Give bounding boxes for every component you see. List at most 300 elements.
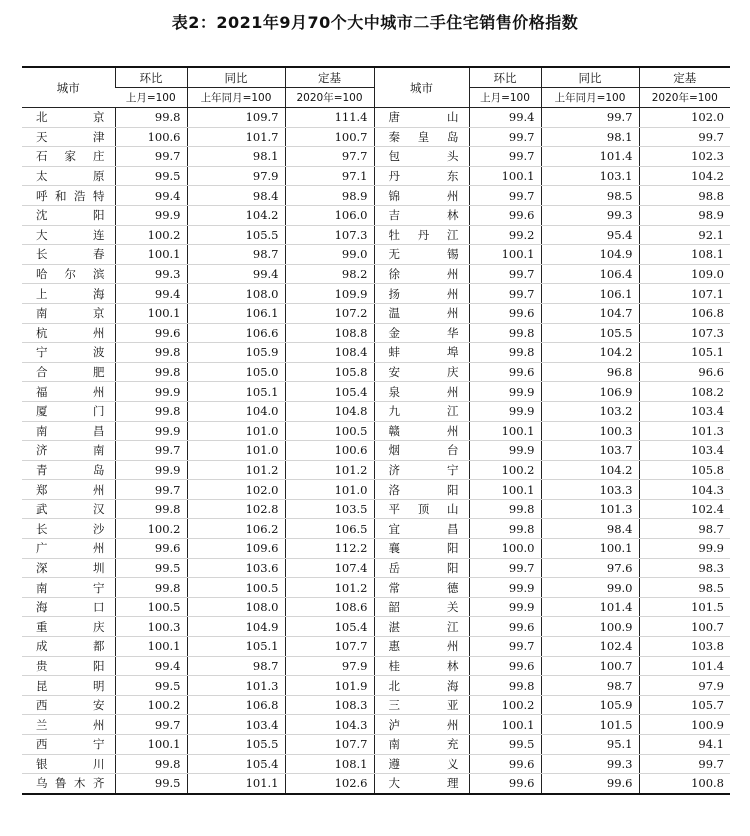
yoy-value: 105.0 [187, 362, 285, 382]
table-row [22, 166, 730, 186]
mom-value: 99.7 [469, 127, 541, 147]
table-row [22, 754, 730, 774]
yoy-value: 105.5 [541, 323, 639, 343]
city-name: 福 州 [22, 382, 115, 402]
base-value: 98.3 [639, 558, 730, 578]
base-value: 111.4 [285, 108, 374, 128]
header-base-base: 2020年=100 [639, 88, 730, 108]
city-name: 上 海 [22, 284, 115, 304]
yoy-value: 105.5 [187, 225, 285, 245]
yoy-value: 105.1 [187, 637, 285, 657]
yoy-value: 104.7 [541, 303, 639, 323]
yoy-value: 101.4 [541, 597, 639, 617]
mom-value: 99.8 [115, 401, 187, 421]
base-value: 100.7 [285, 127, 374, 147]
yoy-value: 101.3 [187, 676, 285, 696]
mom-value: 99.5 [115, 774, 187, 794]
mom-value: 99.5 [115, 676, 187, 696]
city-name: 金 华 [374, 323, 469, 343]
mom-value: 99.9 [115, 205, 187, 225]
city-name: 武 汉 [22, 499, 115, 519]
table-row [22, 225, 730, 245]
header-yoy: 同比 [541, 67, 639, 88]
city-name: 沈 阳 [22, 205, 115, 225]
yoy-value: 98.1 [541, 127, 639, 147]
base-value: 102.3 [639, 147, 730, 167]
base-value: 101.5 [639, 597, 730, 617]
table-row [22, 715, 730, 735]
city-name: 乌鲁木齐 [22, 774, 115, 794]
yoy-value: 106.6 [187, 323, 285, 343]
mom-value: 99.8 [469, 519, 541, 539]
yoy-value: 98.7 [541, 676, 639, 696]
yoy-value: 103.1 [541, 166, 639, 186]
city-name: 吉 林 [374, 205, 469, 225]
yoy-value: 97.6 [541, 558, 639, 578]
city-name: 九 江 [374, 401, 469, 421]
yoy-value: 97.9 [187, 166, 285, 186]
table-row [22, 186, 730, 206]
mom-value: 99.6 [469, 774, 541, 794]
mom-value: 99.6 [469, 754, 541, 774]
yoy-value: 98.1 [187, 147, 285, 167]
header-base: 定基 [639, 67, 730, 88]
base-value: 101.3 [639, 421, 730, 441]
city-name: 泉 州 [374, 382, 469, 402]
table-row [22, 441, 730, 461]
mom-value: 99.8 [469, 676, 541, 696]
yoy-value: 101.1 [187, 774, 285, 794]
city-name: 大 理 [374, 774, 469, 794]
base-value: 101.2 [285, 578, 374, 598]
city-name: 无 锡 [374, 245, 469, 265]
city-name: 惠 州 [374, 637, 469, 657]
yoy-value: 105.9 [541, 695, 639, 715]
mom-value: 99.9 [115, 421, 187, 441]
city-name: 遵 义 [374, 754, 469, 774]
base-value: 103.8 [639, 637, 730, 657]
mom-value: 99.6 [115, 323, 187, 343]
mom-value: 99.6 [469, 362, 541, 382]
yoy-value: 101.0 [187, 421, 285, 441]
table-row [22, 676, 730, 696]
mom-value: 99.6 [469, 656, 541, 676]
base-value: 97.7 [285, 147, 374, 167]
base-value: 106.0 [285, 205, 374, 225]
base-value: 105.7 [639, 695, 730, 715]
table-row [22, 245, 730, 265]
base-value: 109.0 [639, 264, 730, 284]
city-name: 合 肥 [22, 362, 115, 382]
mom-value: 99.9 [469, 597, 541, 617]
base-value: 101.9 [285, 676, 374, 696]
yoy-value: 109.7 [187, 108, 285, 128]
header-mom: 环比 [115, 67, 187, 88]
city-name: 南 充 [374, 735, 469, 755]
base-value: 103.4 [639, 441, 730, 461]
city-name: 安 庆 [374, 362, 469, 382]
mom-value: 99.9 [469, 382, 541, 402]
yoy-value: 99.4 [187, 264, 285, 284]
city-name: 泸 州 [374, 715, 469, 735]
base-value: 97.9 [639, 676, 730, 696]
mom-value: 99.8 [115, 754, 187, 774]
city-name: 平顶山 [374, 499, 469, 519]
city-name: 石家庄 [22, 147, 115, 167]
table-row [22, 421, 730, 441]
yoy-value: 109.6 [187, 539, 285, 559]
mom-value: 99.9 [469, 401, 541, 421]
yoy-value: 98.7 [187, 656, 285, 676]
mom-value: 100.1 [469, 245, 541, 265]
mom-value: 99.6 [115, 539, 187, 559]
yoy-value: 99.6 [541, 774, 639, 794]
mom-value: 99.7 [115, 441, 187, 461]
table-row [22, 558, 730, 578]
city-name: 南 京 [22, 303, 115, 323]
city-name: 锦 州 [374, 186, 469, 206]
mom-value: 99.7 [115, 480, 187, 500]
base-value: 102.0 [639, 108, 730, 128]
city-name: 桂 林 [374, 656, 469, 676]
base-value: 99.9 [639, 539, 730, 559]
yoy-value: 105.9 [187, 343, 285, 363]
yoy-value: 104.2 [541, 343, 639, 363]
city-name: 贵 阳 [22, 656, 115, 676]
table-row [22, 578, 730, 598]
base-value: 102.4 [639, 499, 730, 519]
header-mom-base: 上月=100 [469, 88, 541, 108]
yoy-value: 100.5 [187, 578, 285, 598]
base-value: 102.6 [285, 774, 374, 794]
base-value: 108.1 [285, 754, 374, 774]
table-row [22, 539, 730, 559]
mom-value: 100.2 [115, 695, 187, 715]
city-name: 宜 昌 [374, 519, 469, 539]
yoy-value: 104.2 [187, 205, 285, 225]
table-row [22, 284, 730, 304]
base-value: 101.4 [639, 656, 730, 676]
header-mom-base: 上月=100 [115, 88, 187, 108]
city-name: 西 安 [22, 695, 115, 715]
table-row [22, 323, 730, 343]
yoy-value: 100.7 [541, 656, 639, 676]
city-name: 郑 州 [22, 480, 115, 500]
base-value: 108.8 [285, 323, 374, 343]
mom-value: 99.8 [115, 108, 187, 128]
city-name: 昆 明 [22, 676, 115, 696]
mom-value: 99.9 [115, 460, 187, 480]
mom-value: 99.8 [115, 343, 187, 363]
base-value: 97.9 [285, 656, 374, 676]
yoy-value: 95.4 [541, 225, 639, 245]
base-value: 103.4 [639, 401, 730, 421]
mom-value: 99.4 [115, 284, 187, 304]
base-value: 100.7 [639, 617, 730, 637]
yoy-value: 102.8 [187, 499, 285, 519]
mom-value: 99.3 [115, 264, 187, 284]
yoy-value: 95.1 [541, 735, 639, 755]
price-index-table [22, 66, 730, 795]
city-name: 重 庆 [22, 617, 115, 637]
base-value: 105.8 [285, 362, 374, 382]
mom-value: 99.7 [469, 637, 541, 657]
table-row [22, 127, 730, 147]
mom-value: 100.2 [469, 695, 541, 715]
mom-value: 99.8 [469, 343, 541, 363]
table-body [22, 108, 730, 794]
yoy-value: 100.3 [541, 421, 639, 441]
yoy-value: 102.0 [187, 480, 285, 500]
base-value: 108.4 [285, 343, 374, 363]
table-row [22, 460, 730, 480]
mom-value: 99.5 [115, 166, 187, 186]
mom-value: 100.0 [469, 539, 541, 559]
mom-value: 99.9 [469, 441, 541, 461]
city-name: 厦 门 [22, 401, 115, 421]
base-value: 109.9 [285, 284, 374, 304]
mom-value: 99.7 [115, 147, 187, 167]
header-base: 定基 [285, 67, 374, 88]
city-name: 丹 东 [374, 166, 469, 186]
mom-value: 100.1 [115, 735, 187, 755]
yoy-value: 106.4 [541, 264, 639, 284]
base-value: 100.8 [639, 774, 730, 794]
yoy-value: 104.9 [187, 617, 285, 637]
yoy-value: 101.0 [187, 441, 285, 461]
yoy-value: 99.7 [541, 108, 639, 128]
mom-value: 100.6 [115, 127, 187, 147]
table-row [22, 637, 730, 657]
base-value: 107.4 [285, 558, 374, 578]
yoy-value: 105.5 [187, 735, 285, 755]
yoy-value: 102.4 [541, 637, 639, 657]
base-value: 98.5 [639, 578, 730, 598]
base-value: 105.1 [639, 343, 730, 363]
yoy-value: 99.3 [541, 205, 639, 225]
mom-value: 100.2 [115, 225, 187, 245]
city-name: 包 头 [374, 147, 469, 167]
mom-value: 99.6 [469, 303, 541, 323]
base-value: 101.0 [285, 480, 374, 500]
city-name: 大 连 [22, 225, 115, 245]
yoy-value: 106.1 [541, 284, 639, 304]
table-row [22, 108, 730, 128]
yoy-value: 98.5 [541, 186, 639, 206]
city-name: 青 岛 [22, 460, 115, 480]
mom-value: 99.8 [115, 578, 187, 598]
city-name: 宁 波 [22, 343, 115, 363]
mom-value: 100.1 [469, 480, 541, 500]
city-name: 烟 台 [374, 441, 469, 461]
base-value: 105.8 [639, 460, 730, 480]
city-name: 海 口 [22, 597, 115, 617]
yoy-value: 105.1 [187, 382, 285, 402]
header-yoy-base: 上年同月=100 [187, 88, 285, 108]
mom-value: 99.7 [469, 284, 541, 304]
header-mom: 环比 [469, 67, 541, 88]
table-row [22, 774, 730, 794]
yoy-value: 104.9 [541, 245, 639, 265]
city-name: 洛 阳 [374, 480, 469, 500]
yoy-value: 105.4 [187, 754, 285, 774]
table-row [22, 480, 730, 500]
city-name: 徐 州 [374, 264, 469, 284]
mom-value: 99.6 [469, 617, 541, 637]
table-row [22, 147, 730, 167]
table-row [22, 499, 730, 519]
table-row [22, 519, 730, 539]
city-name: 济 宁 [374, 460, 469, 480]
city-name: 杭 州 [22, 323, 115, 343]
table-row [22, 617, 730, 637]
table-row [22, 362, 730, 382]
table-row [22, 382, 730, 402]
city-name: 西 宁 [22, 735, 115, 755]
mom-value: 99.8 [115, 362, 187, 382]
table-row [22, 656, 730, 676]
city-name: 呼和浩特 [22, 186, 115, 206]
base-value: 104.3 [639, 480, 730, 500]
yoy-value: 101.5 [541, 715, 639, 735]
yoy-value: 103.2 [541, 401, 639, 421]
mom-value: 99.5 [115, 558, 187, 578]
mom-value: 99.8 [469, 323, 541, 343]
base-value: 104.2 [639, 166, 730, 186]
city-name: 温 州 [374, 303, 469, 323]
base-value: 98.2 [285, 264, 374, 284]
mom-value: 99.4 [115, 186, 187, 206]
mom-value: 99.7 [469, 264, 541, 284]
mom-value: 100.3 [115, 617, 187, 637]
table-row [22, 343, 730, 363]
mom-value: 100.2 [115, 519, 187, 539]
base-value: 105.4 [285, 382, 374, 402]
city-name: 银 川 [22, 754, 115, 774]
yoy-value: 98.7 [187, 245, 285, 265]
yoy-value: 106.8 [187, 695, 285, 715]
base-value: 108.3 [285, 695, 374, 715]
city-name: 襄 阳 [374, 539, 469, 559]
table-row [22, 695, 730, 715]
mom-value: 99.9 [469, 578, 541, 598]
yoy-value: 101.3 [541, 499, 639, 519]
mom-value: 99.9 [115, 382, 187, 402]
mom-value: 100.1 [469, 715, 541, 735]
city-name: 唐 山 [374, 108, 469, 128]
base-value: 97.1 [285, 166, 374, 186]
header-yoy-base: 上年同月=100 [541, 88, 639, 108]
city-name: 天 津 [22, 127, 115, 147]
base-value: 107.7 [285, 637, 374, 657]
base-value: 107.7 [285, 735, 374, 755]
yoy-value: 108.0 [187, 284, 285, 304]
yoy-value: 98.4 [187, 186, 285, 206]
mom-value: 99.4 [469, 108, 541, 128]
yoy-value: 99.0 [541, 578, 639, 598]
base-value: 98.9 [285, 186, 374, 206]
base-value: 107.3 [639, 323, 730, 343]
city-name: 秦皇岛 [374, 127, 469, 147]
yoy-value: 103.6 [187, 558, 285, 578]
city-name: 韶 关 [374, 597, 469, 617]
yoy-value: 101.4 [541, 147, 639, 167]
mom-value: 99.2 [469, 225, 541, 245]
base-value: 104.3 [285, 715, 374, 735]
city-name: 济 南 [22, 441, 115, 461]
base-value: 100.6 [285, 441, 374, 461]
table-row [22, 401, 730, 421]
table-row [22, 735, 730, 755]
header-yoy: 同比 [187, 67, 285, 88]
city-name: 长 春 [22, 245, 115, 265]
city-name: 长 沙 [22, 519, 115, 539]
table-row [22, 264, 730, 284]
city-name: 常 德 [374, 578, 469, 598]
city-name: 兰 州 [22, 715, 115, 735]
mom-value: 100.1 [469, 166, 541, 186]
mom-value: 100.2 [469, 460, 541, 480]
city-name: 北 京 [22, 108, 115, 128]
base-value: 98.8 [639, 186, 730, 206]
base-value: 94.1 [639, 735, 730, 755]
table-title: 表2：2021年9月70个大中城市二手住宅销售价格指数 [171, 13, 579, 32]
yoy-value: 101.7 [187, 127, 285, 147]
yoy-value: 96.8 [541, 362, 639, 382]
city-name: 太 原 [22, 166, 115, 186]
base-value: 101.2 [285, 460, 374, 480]
base-value: 108.6 [285, 597, 374, 617]
yoy-value: 100.9 [541, 617, 639, 637]
yoy-value: 104.0 [187, 401, 285, 421]
mom-value: 100.1 [469, 421, 541, 441]
city-name: 深 圳 [22, 558, 115, 578]
mom-value: 99.8 [115, 499, 187, 519]
mom-value: 100.5 [115, 597, 187, 617]
city-name: 哈尔滨 [22, 264, 115, 284]
mom-value: 99.8 [469, 499, 541, 519]
yoy-value: 100.1 [541, 539, 639, 559]
city-name: 成 都 [22, 637, 115, 657]
base-value: 106.5 [285, 519, 374, 539]
yoy-value: 101.2 [187, 460, 285, 480]
mom-value: 100.1 [115, 303, 187, 323]
mom-value: 99.7 [469, 558, 541, 578]
table-row [22, 205, 730, 225]
header-base-base: 2020年=100 [285, 88, 374, 108]
base-value: 105.4 [285, 617, 374, 637]
city-name: 湛 江 [374, 617, 469, 637]
yoy-value: 104.2 [541, 460, 639, 480]
base-value: 99.0 [285, 245, 374, 265]
base-value: 100.9 [639, 715, 730, 735]
base-value: 99.7 [639, 754, 730, 774]
city-name: 赣 州 [374, 421, 469, 441]
base-value: 99.7 [639, 127, 730, 147]
mom-value: 99.7 [469, 186, 541, 206]
yoy-value: 106.2 [187, 519, 285, 539]
base-value: 96.6 [639, 362, 730, 382]
base-value: 107.1 [639, 284, 730, 304]
base-value: 112.2 [285, 539, 374, 559]
mom-value: 99.7 [115, 715, 187, 735]
base-value: 108.1 [639, 245, 730, 265]
mom-value: 99.7 [469, 147, 541, 167]
mom-value: 99.4 [115, 656, 187, 676]
yoy-value: 103.7 [541, 441, 639, 461]
yoy-value: 106.1 [187, 303, 285, 323]
yoy-value: 99.3 [541, 754, 639, 774]
